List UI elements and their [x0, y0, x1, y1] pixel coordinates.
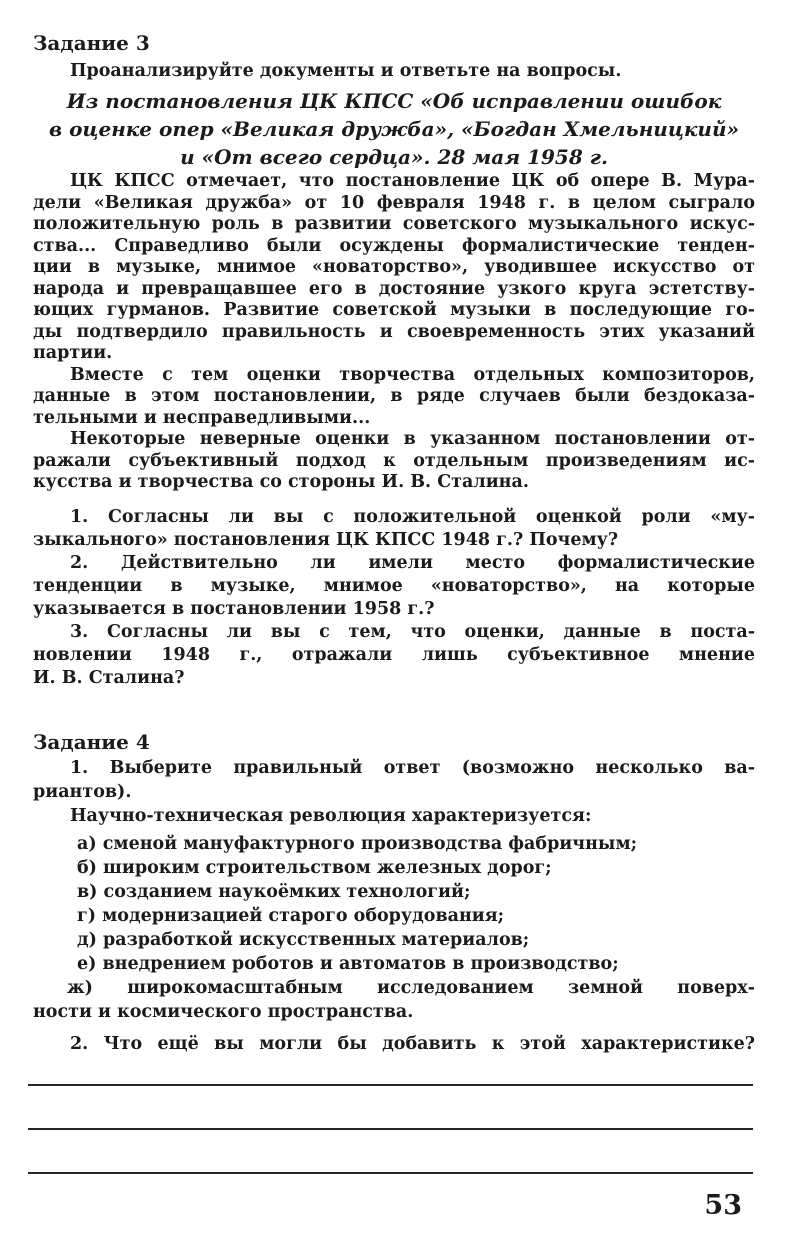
document-para-3-line-2: ражали субъективный подход к отдельным произведениям ис-: [33, 450, 755, 471]
task4-options-line-4: г) модернизацией старого оборудования;: [77, 905, 505, 926]
document-para-1-line-5: ции в музыке, мнимое «новаторство», уводившее искусство от: [33, 257, 755, 277]
question-1-line-2: зыкального» постановления ЦК КПСС 1948 г.? Почему?: [33, 529, 619, 550]
document-para-2: [33, 365, 755, 430]
document-para-1-line-7: ющих гурманов. Развитие советской музыки в последующие го-: [33, 300, 755, 320]
answer-line-1: [28, 1084, 753, 1086]
task4-q2-line-1: 2. Что ещё вы могли бы добавить к этой характеристике?: [70, 1033, 755, 1054]
task3-intro: [33, 57, 755, 85]
document-para-1-line-3: положительную роль в развитии советского музыкального искус-: [33, 214, 755, 234]
document-para-2-line-3: тельными и несправедливыми...: [33, 407, 371, 428]
task4-options-line-8: ности и космического пространства.: [33, 1001, 414, 1022]
page-content: [33, 29, 755, 1174]
question-3: [33, 621, 755, 690]
document-para-2-line-1: Вместе с тем оценки творчества отдельных композиторов,: [70, 364, 755, 385]
task4-options-line-1: а) сменой мануфактурного производства фабричным;: [77, 833, 638, 854]
task4-options-line-6: е) внедрением роботов и автоматов в производство;: [77, 953, 619, 974]
task3-title: Задание 3: [33, 31, 150, 55]
question-2-line-2: тенденции в музыке, мнимое «новаторство», на которые: [33, 575, 755, 596]
document-para-1-line-1: ЦК КПСС отмечает, что постановление ЦК об опере В. Мура-: [70, 171, 755, 191]
task4-options-line-3: в) созданием наукоёмких технологий;: [77, 881, 471, 902]
document-para-1-line-6: народа и превращавшее его в достояние узкого круга эстетству-: [33, 278, 755, 299]
question-3-line-1: 3. Согласны ли вы с тем, что оценки, данные в поста-: [70, 621, 755, 642]
document-para-1-line-9: партии.: [33, 343, 113, 363]
task4-q1: [33, 756, 755, 804]
question-1-line-1: 1. Согласны ли вы с положительной оценкой роли «му-: [70, 506, 755, 527]
task4-q2: [33, 1032, 755, 1056]
document-para-1-line-8: ды подтвердило правильность и своевременность этих указаний: [33, 321, 755, 342]
answer-lines: [33, 1084, 755, 1174]
document-title-line-1: Из постановления ЦК КПСС «Об исправлении ошибок: [66, 89, 722, 113]
answer-line-3: [28, 1172, 753, 1174]
document-para-1-line-2: дели «Великая дружба» от 10 февраля 1948 г. в целом сыграло: [33, 192, 755, 213]
document-title-line-3: и «От всего сердца». 28 мая 1958 г.: [180, 145, 608, 169]
question-1: [33, 506, 755, 552]
task4-options-line-7: ж) широкомасштабным исследованием земной поверх-: [67, 977, 755, 998]
task4-options: [33, 832, 755, 1024]
task4-stem: [33, 804, 755, 828]
task4-options-line-5: д) разработкой искусственных материалов;: [77, 929, 530, 950]
document-para-1-line-4: ства... Справедливо были осуждены формалистические тенден-: [33, 235, 755, 256]
document-para-3-line-3: кусства и творчества со стороны И. В. Сталина.: [33, 472, 529, 492]
document-title: [33, 87, 755, 171]
document-para-1: [33, 171, 755, 365]
task4-q1-line-2: риантов).: [33, 781, 132, 802]
task3-intro-line-1: Проанализируйте документы и ответьте на вопросы.: [70, 61, 622, 81]
task4-stem-line-1: Научно-техническая революция характеризуется:: [70, 805, 592, 826]
question-2: [33, 552, 755, 621]
document-title-line-2: в оценке опер «Великая дружба», «Богдан Хмельницкий»: [48, 117, 740, 141]
question-3-line-2: новлении 1948 г., отражали лишь субъективное мнение: [33, 644, 755, 665]
question-2-line-3: указывается в постановлении 1958 г.?: [33, 598, 435, 619]
task4-q1-line-1: 1. Выберите правильный ответ (возможно несколько ва-: [70, 757, 755, 778]
question-2-line-1: 2. Действительно ли имели место формалистические: [70, 552, 755, 573]
task4-title: Задание 4: [33, 729, 150, 754]
document-para-3: [33, 429, 755, 494]
question-3-line-3: И. В. Сталина?: [33, 667, 185, 688]
answer-line-2: [28, 1128, 753, 1130]
page-number: 53: [704, 1190, 742, 1221]
document-para-2-line-2: данные в этом постановлении, в ряде случаев были бездоказа-: [33, 386, 755, 406]
document-para-3-line-1: Некоторые неверные оценки в указанном постановлении от-: [70, 429, 755, 449]
task4-options-line-2: б) широким строительством железных дорог;: [77, 857, 552, 878]
